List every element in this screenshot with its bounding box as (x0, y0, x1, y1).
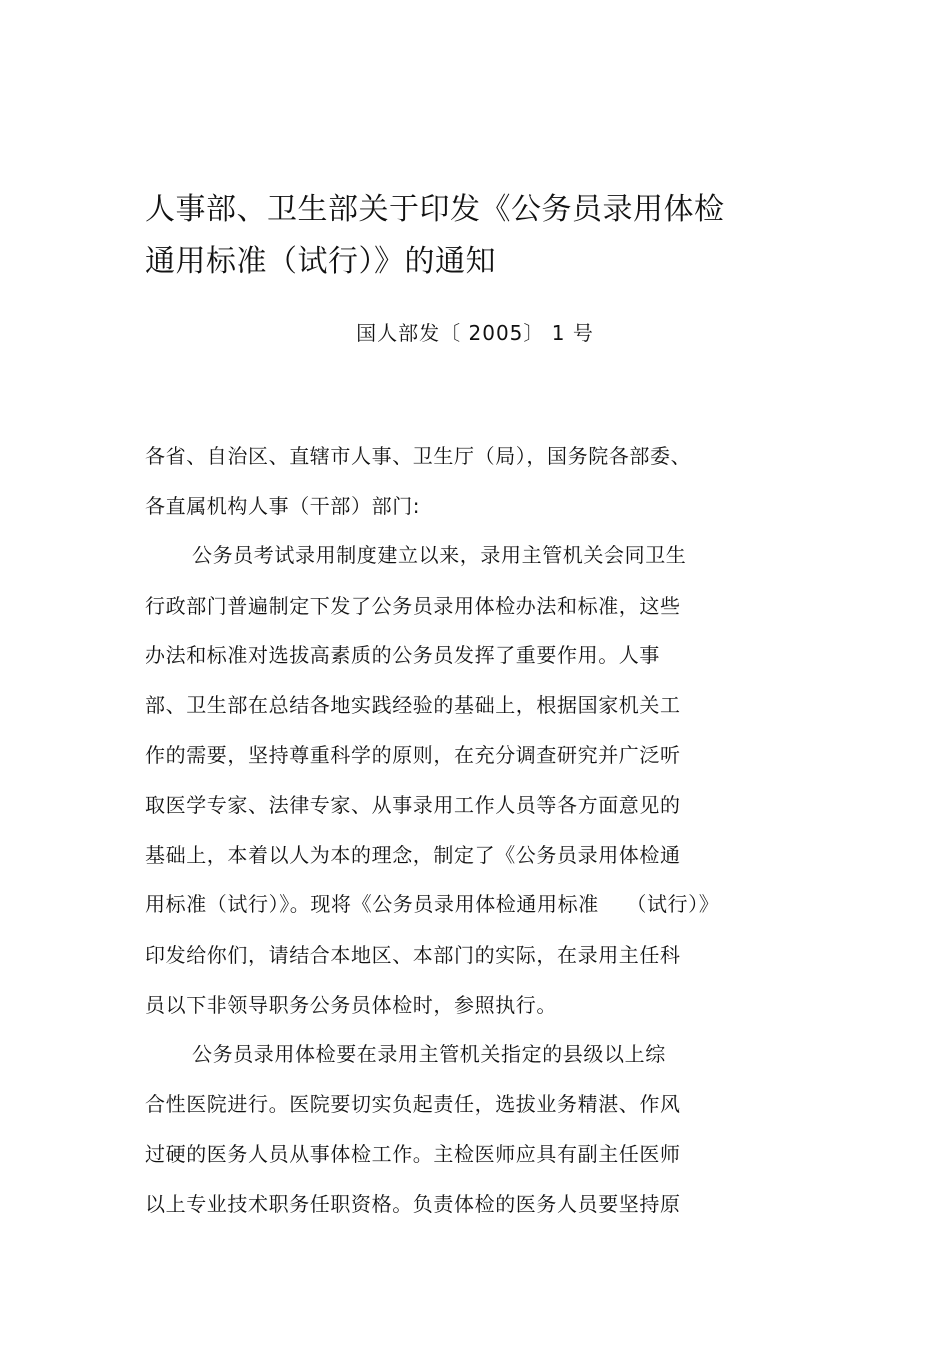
paragraph2-line-2: 合性医院进行。医院要切实负起责任，选拔业务精湛、作风 (145, 1092, 681, 1116)
paragraph1-line-9: 印发给你们，请结合本地区、本部门的实际，在录用主任科 (145, 943, 681, 967)
paragraph1-line-6: 取医学专家、法律专家、从事录用工作人员等各方面意见的 (145, 793, 681, 817)
paragraph1-line-5: 作的需要，坚持尊重科学的原则，在充分调查研究并广泛听 (145, 743, 681, 767)
paragraph1-line-2: 行政部门普遍制定下发了公务员录用体检办法和标准，这些 (145, 594, 681, 618)
paragraph2-line-3: 过硬的医务人员从事体检工作。主检医师应具有副主任医师 (145, 1142, 681, 1166)
paragraph1-line-8: 用标准（试行）》。现将《公务员录用体检通用标准 （试行）》 (145, 892, 720, 916)
document-number: 国人部发〔 2005〕 1 号 (356, 321, 594, 345)
paragraph1-line-7: 基础上，本着以人为本的理念，制定了《公务员录用体检通 (145, 843, 681, 867)
paragraph1-line-4: 部、卫生部在总结各地实践经验的基础上，根据国家机关工 (145, 693, 681, 717)
paragraph1-line-1: 公务员考试录用制度建立以来，录用主管机关会同卫生 (192, 543, 687, 567)
paragraph1-line-3: 办法和标准对选拔高素质的公务员发挥了重要作用。人事 (145, 643, 660, 667)
paragraph1-line-10: 员以下非领导职务公务员体检时，参照执行。 (145, 993, 557, 1017)
paragraph2-line-1: 公务员录用体检要在录用主管机关指定的县级以上综 (192, 1042, 666, 1066)
addressee-line-2: 各直属机构人事（干部）部门: (145, 494, 421, 518)
title-line-2: 通用标准（试行）》的通知 (145, 244, 496, 279)
addressee-line-1: 各省、自治区、直辖市人事、卫生厅（局），国务院各部委、 (145, 444, 692, 468)
document-title (145, 184, 785, 288)
title-line-1: 人事部、卫生部关于印发《公务员录用体检 (145, 192, 725, 227)
paragraph2-line-4: 以上专业技术职务任职资格。负责体检的医务人员要坚持原 (145, 1192, 681, 1216)
